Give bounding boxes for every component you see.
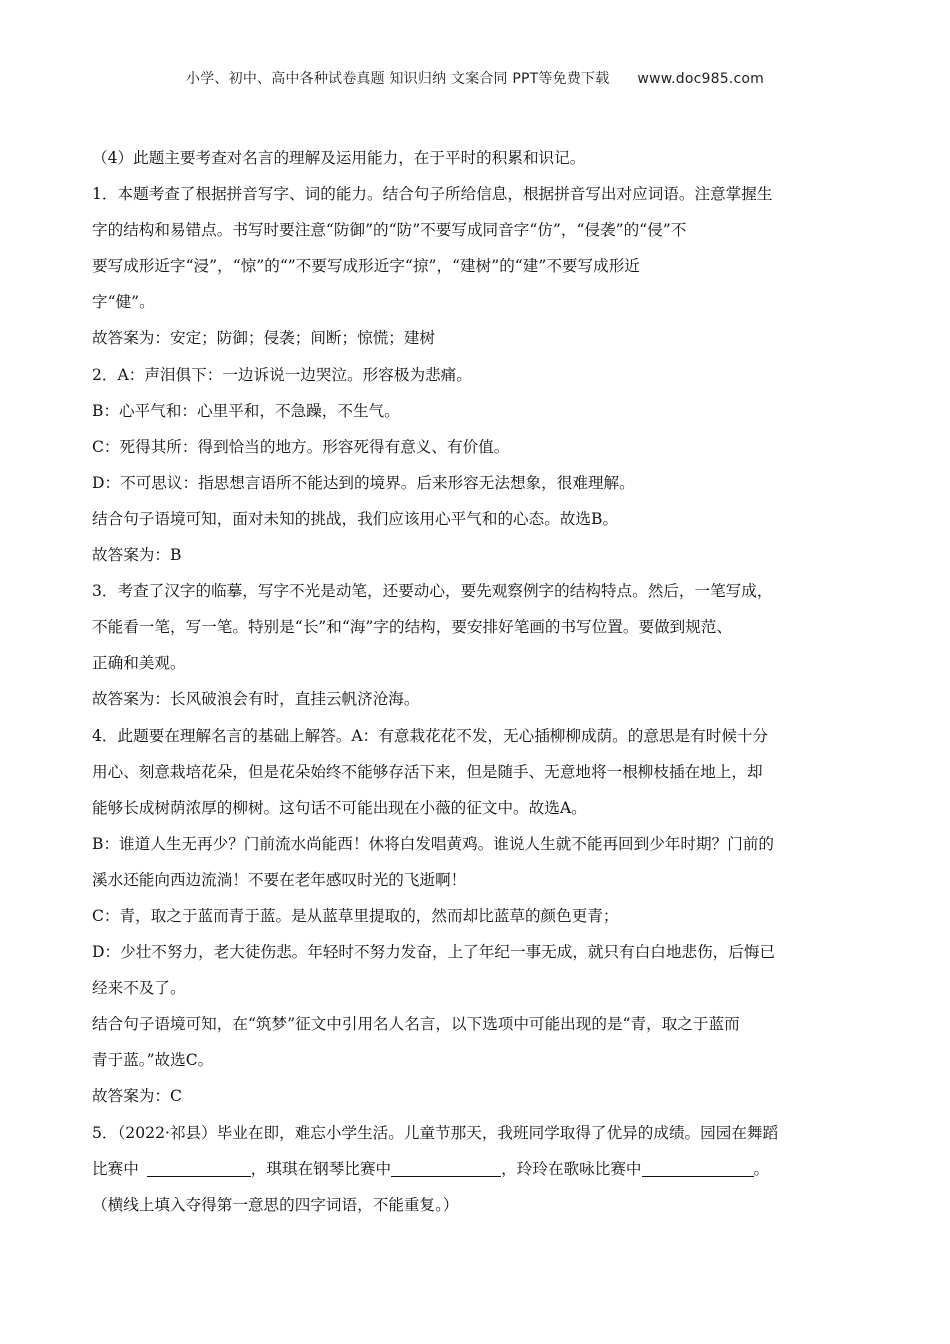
q5-text-part2: ，琪琪在钢琴比赛中 bbox=[250, 1159, 392, 1178]
q5-text-part3: ，玲玲在歌咏比赛中 bbox=[501, 1159, 642, 1178]
text-line: B：谁道人生无再少？门前流水尚能西！休将白发唱黄鸡。谁说人生就不能再回到少年时期？门前的 bbox=[92, 834, 774, 853]
text-line: 能够长成树荫浓厚的柳树。这句话不可能出现在小薇的征文中。故选A。 bbox=[92, 798, 587, 817]
text-line: C：死得其所：得到恰当的地方。形容死得有意义、有价值。 bbox=[92, 437, 510, 456]
text-line: B：心平气和：心里平和，不急躁，不生气。 bbox=[92, 401, 400, 420]
text-line: 4．此题要在理解名言的基础上解答。A：有意栽花花不发，无心插柳柳成荫。的意思是有时候十分 bbox=[92, 726, 769, 745]
text-line: 用心、刻意栽培花朵，但是花朵始终不能够存活下来，但是随手、无意地将一根柳枝插在地上，却 bbox=[92, 762, 763, 781]
text-line: 故答案为：安定；防御；侵袭；间断；惊慌；建树 bbox=[92, 329, 436, 348]
header-text: 小学、初中、高中各种试卷真题 知识归纳 文案合同 PPT等免费下载 bbox=[186, 71, 610, 87]
text-line: 故答案为：B bbox=[92, 546, 182, 565]
text-line: 故答案为：长风破浪会有时，直挂云帆济沧海。 bbox=[92, 690, 420, 709]
header-site: www.doc985.com bbox=[637, 71, 764, 87]
text-line: 故答案为：C bbox=[92, 1087, 182, 1106]
text-line: C：青，取之于蓝而青于蓝。是从蓝草里提取的，然而却比蓝草的颜色更青； bbox=[92, 906, 619, 925]
text-line: 正确和美观。 bbox=[92, 654, 186, 673]
text-line: 5．（2022·祁县）毕业在即，难忘小学生活。儿童节那天，我班同学取得了优异的成绩。园园在舞蹈 bbox=[92, 1123, 779, 1142]
text-line: 3．考查了汉字的临摹，写字不光是动笔，还要动心，要先观察例字的结构特点。然后，一笔写成， bbox=[92, 582, 773, 601]
text-line: 字“健”。 bbox=[92, 293, 155, 312]
answer-blank-3[interactable] bbox=[642, 1158, 754, 1177]
q5-text-part1: 比赛中 bbox=[92, 1159, 139, 1178]
text-line: 2．A：声泪俱下：一边诉说一边哭泣。形容极为悲痛。 bbox=[92, 365, 472, 384]
q5-note: （横线上填入夺得第一意思的四字词语，不能重复。） bbox=[92, 1195, 459, 1214]
document-body bbox=[92, 140, 862, 1223]
text-line: 经来不及了。 bbox=[92, 979, 186, 998]
q5-fill-line bbox=[92, 1151, 862, 1187]
answer-blank-2[interactable] bbox=[391, 1158, 501, 1177]
answer-blank-1[interactable] bbox=[147, 1158, 251, 1177]
text-line: 结合句子语境可知，面对未知的挑战，我们应该用心平气和的心态。故选B。 bbox=[92, 509, 619, 528]
text-line: （4）此题主要考查对名言的理解及运用能力，在于平时的积累和识记。 bbox=[92, 149, 586, 167]
text-line: D：不可思议：指思想言语所不能达到的境界。后来形容无法想象，很难理解。 bbox=[92, 473, 635, 492]
text-line: D：少壮不努力，老大徒伤悲。年轻时不努力发奋，上了年纪一事无成，就只有白白地悲伤，后悔已 bbox=[92, 943, 776, 962]
text-line: 不能看一笔，写一笔。特别是“长”和“海”字的结构，要安排好笔画的书写位置。要做到规范、 bbox=[92, 618, 733, 637]
text-line: 字的结构和易错点。书写时要注意“防御”的“防”不要写成同音字“仿”，“侵袭”的“侵”不 bbox=[92, 221, 687, 240]
text-line: 溪水还能向西边流淌！不要在老年感叹时光的飞逝啊！ bbox=[92, 870, 467, 889]
text-line: 要写成形近字“浸”，“惊”的“”不要写成形近字“掠”，“建树”的“建”不要写成形近 bbox=[92, 257, 640, 276]
text-line: 1．本题考查了根据拼音写字、词的能力。结合句子所给信息，根据拼音写出对应词语。注意掌握生 bbox=[92, 185, 773, 204]
text-line: 结合句子语境可知，在“筑梦”征文中引用名人名言，以下选项中可能出现的是“青，取之于蓝而 bbox=[92, 1015, 740, 1034]
page-header bbox=[0, 68, 950, 88]
q5-text-part4: 。 bbox=[753, 1159, 770, 1178]
text-line: 青于蓝。”故选C。 bbox=[92, 1051, 214, 1070]
